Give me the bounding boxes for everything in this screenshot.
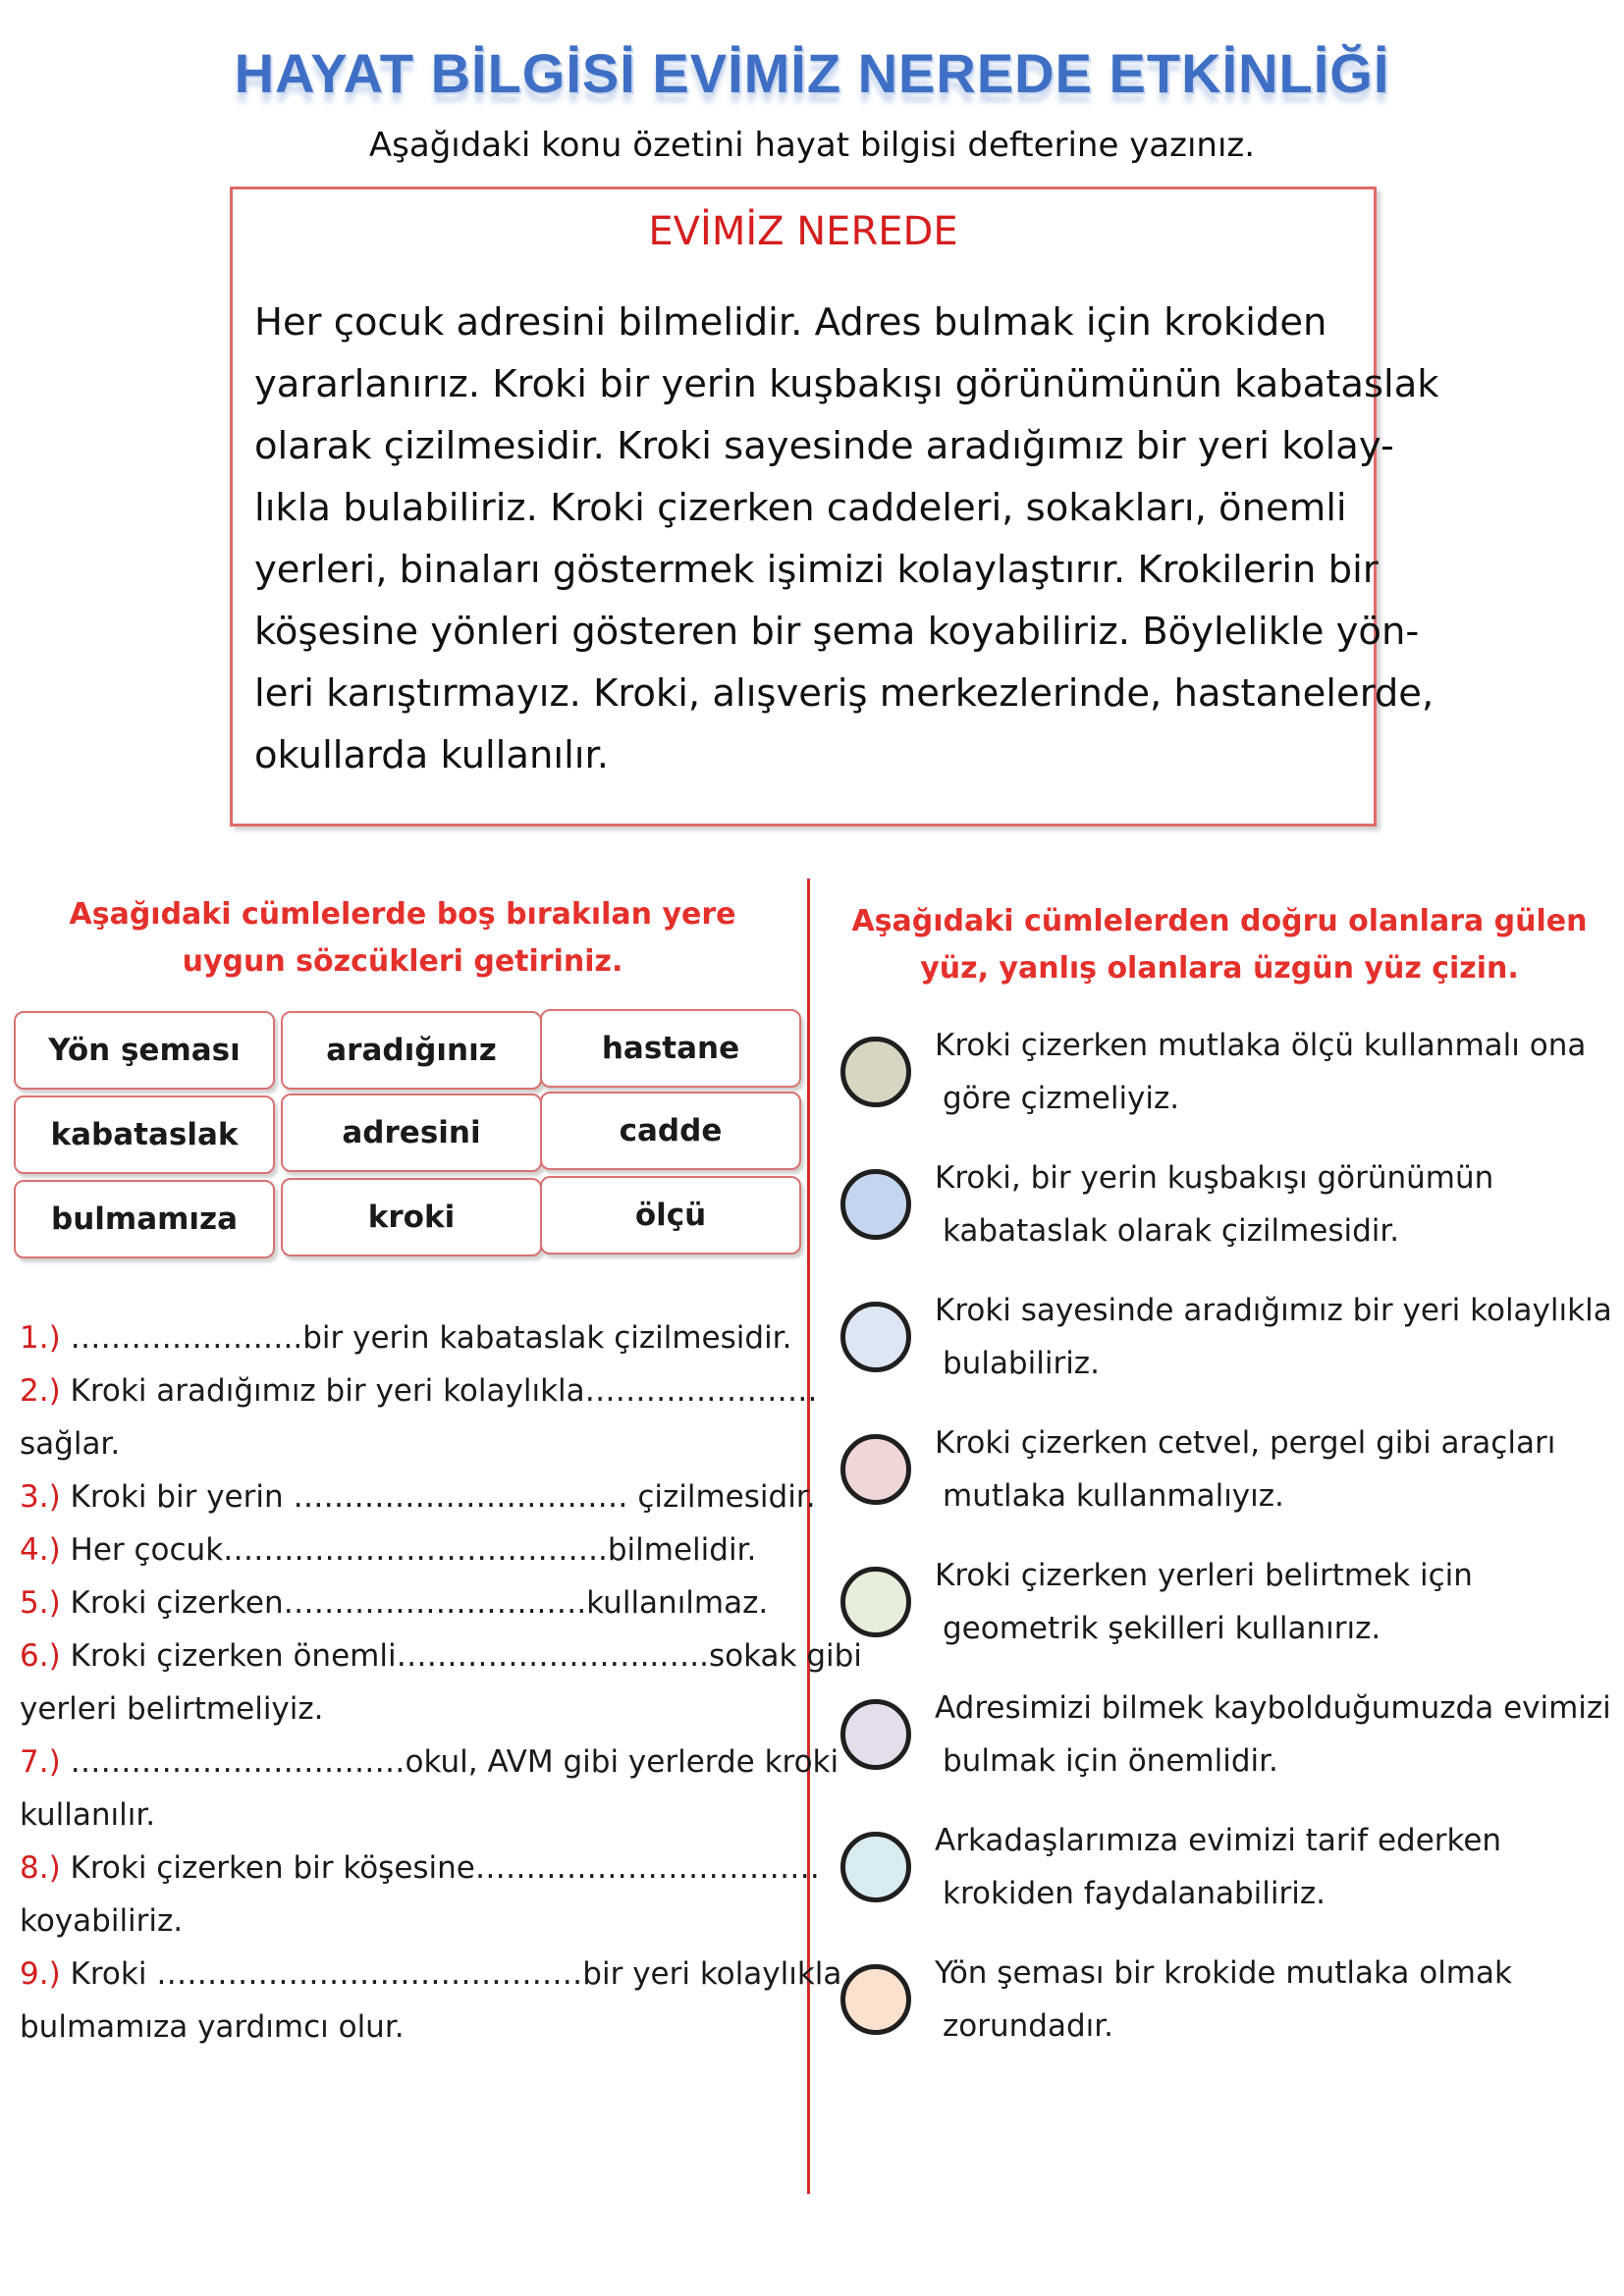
heading-line: yüz, yanlış olanlara üzgün yüz çizin. [920,951,1519,986]
summary-line: yararlanırız. Kroki bir yerin kuşbakışı görünümünün kabataslak [254,362,1439,406]
question-8-cont: koyabiliriz. [20,1903,184,1939]
statement-line: bulmak için önemlidir. [943,1743,1278,1779]
statement-line: Kroki, bir yerin kuşbakışı görünümün [935,1160,1494,1196]
question-6: 6.) Kroki çizerken önemli……………………..…..sokak gibi [20,1638,862,1674]
word-box: aradığınız [281,1011,542,1090]
summary-box [230,187,1439,827]
summary-title: EVİMİZ NEREDE [648,209,958,254]
tf-item [840,1416,1616,1524]
statement-line: bulabiliriz. [943,1346,1100,1381]
tf-item [840,1284,1616,1392]
tf-item [840,1682,1616,1789]
statement-line: geometrik şekilleri kullanırız. [943,1611,1381,1646]
question-3: 3.) Kroki bir yerin …………………………… çizilmesidir. [20,1479,816,1515]
summary-text [254,292,1439,786]
tf-item [840,1019,1616,1127]
question-9-cont: bulmamıza yardımcı olur. [20,2009,405,2045]
word-box: cadde [540,1092,801,1170]
statement-line: Adresimizi bilmek kaybolduğumuzda evimizi [935,1690,1611,1726]
answer-circle[interactable] [840,1302,911,1372]
tf-item [840,1814,1616,1922]
summary-line: olarak çizilmesidir. Kroki sayesinde aradığımız bir yeri kolay- [254,424,1394,468]
word-box: kabataslak [14,1095,275,1174]
word-box: bulmamıza [14,1180,275,1258]
heading-line: Aşağıdaki cümlelerden doğru olanlara gülen [851,904,1588,938]
statement-line: Kroki çizerken mutlaka ölçü kullanmalı ona [935,1028,1587,1063]
instruction-text: Aşağıdaki konu özetini hayat bilgisi defterine yazınız. [368,126,1256,165]
word-box: kroki [281,1178,542,1256]
answer-circle[interactable] [840,1434,911,1505]
fill-questions [20,1311,862,2054]
question-4: 4.) Her çocuk………………………………..bilmelidir. [20,1532,757,1568]
summary-line: lıkla bulabiliriz. Kroki çizerken caddeleri, sokakları, önemli [254,486,1347,530]
tf-item [840,1151,1616,1259]
question-7: 7.) ……………………………okul, AVM gibi yerlerde kroki [20,1744,839,1780]
question-8: 8.) Kroki çizerken bir köşesine……………………………. [20,1850,820,1886]
question-9: 9.) Kroki ……………………………………bir yeri kolaylıkla [20,1956,842,1992]
summary-line: leri karıştırmayız. Kroki, alışveriş merkezlerinde, hastanelerde, [254,671,1435,716]
statement-line: Arkadaşlarımıza evimizi tarif ederken [935,1823,1502,1858]
summary-line: yerleri, binaları göstermek işimizi kolaylaştırır. Krokilerin bir [254,548,1379,592]
statement-line: Yön şeması bir krokide mutlaka olmak [935,1955,1512,1991]
question-6-cont: yerleri belirtmeliyiz. [20,1691,324,1727]
tf-item [840,1549,1616,1657]
word-box: adresini [281,1094,542,1172]
heading-line: uygun sözcükleri getiriniz. [182,944,623,979]
word-box: ölçü [540,1176,801,1255]
word-bank [14,1011,799,1266]
question-7-cont: kullanılır. [20,1797,156,1833]
question-2-cont: sağlar. [20,1426,121,1462]
heading-line: Aşağıdaki cümlelerde boş bırakılan yere [69,897,736,932]
word-box: Yön şeması [14,1011,275,1090]
summary-line: köşesine yönleri gösteren bir şema koyabiliriz. Böylelikle yön- [254,610,1420,654]
answer-circle[interactable] [840,1037,911,1107]
statement-line: göre çizmeliyiz. [943,1081,1180,1116]
statement-line: Kroki çizerken yerleri belirtmek için [935,1558,1473,1593]
answer-circle[interactable] [840,1832,911,1902]
answer-circle[interactable] [840,1567,911,1637]
statement-line: mutlaka kullanmalıyız. [943,1478,1284,1514]
question-1: 1.) …………………..bir yerin kabataslak çizilmesidir. [20,1320,792,1356]
summary-line: Her çocuk adresini bilmelidir. Adres bulmak için krokiden [254,300,1327,345]
tf-item [840,1947,1616,2055]
statement-line: Kroki sayesinde aradığımız bir yeri kolaylıkla [935,1293,1612,1328]
summary-line: okullarda kullanılır. [254,733,609,777]
fill-section-heading [0,891,805,986]
column-divider [807,879,810,2194]
answer-circle[interactable] [840,1964,911,2035]
question-2: 2.) Kroki aradığımız bir yeri kolaylıkla……….…………. [20,1373,818,1409]
answer-circle[interactable] [840,1169,911,1240]
question-5: 5.) Kroki çizerken……………………..….kullanılmaz. [20,1585,769,1621]
statement-line: krokiden faydalanabiliriz. [943,1876,1326,1911]
answer-circle[interactable] [840,1699,911,1770]
statement-line: kabataslak olarak çizilmesidir. [943,1213,1400,1249]
tf-section-heading [815,898,1624,992]
statement-line: Kroki çizerken cetvel, pergel gibi araçları [935,1425,1556,1461]
statement-line: zorundadır. [943,2008,1113,2044]
page-title: HAYAT BİLGİSİ EVİMİZ NEREDE ETKİNLİĞİ [234,42,1390,104]
word-box: hastane [540,1009,801,1088]
